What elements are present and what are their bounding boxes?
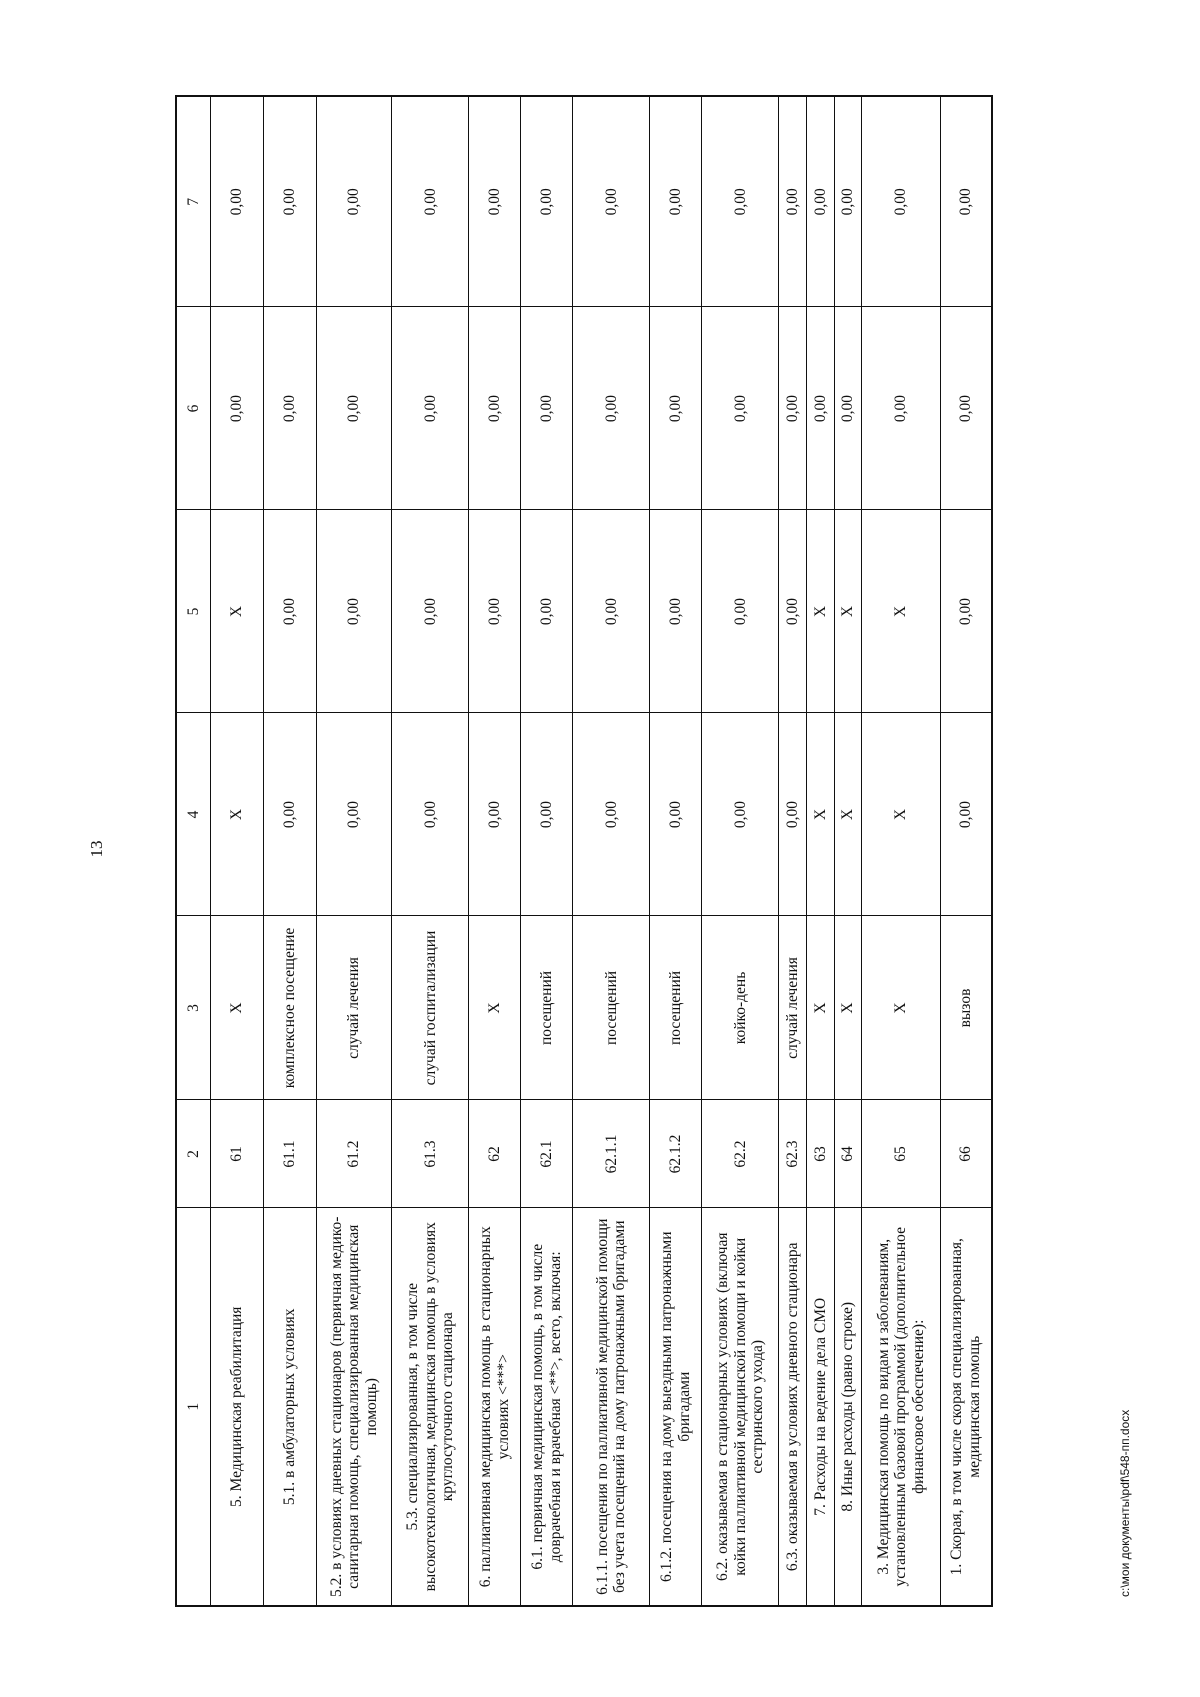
table-cell: 0,00	[573, 307, 650, 510]
table-cell: 61	[211, 1100, 264, 1208]
table-cell: 0,00	[862, 96, 940, 307]
table-row	[834, 96, 862, 1606]
table-cell: 0,00	[940, 307, 992, 510]
table-cell: 0,00	[211, 96, 264, 307]
file-path-footer: c:\мои документы\pdf\548-пп.docx	[1118, 1409, 1132, 1597]
table-cell: X	[211, 510, 264, 713]
table-cell: 61.2	[317, 1100, 392, 1208]
table-cell: 5.3. специализированная, в том числе высокотехнологичная, медицинская помощь в условиях круглосуточного стационара	[392, 1208, 469, 1606]
table-cell: 62.1	[521, 1100, 573, 1208]
table-cell: 0,00	[779, 307, 807, 510]
table-cell: 0,00	[940, 510, 992, 713]
table-cell: 0,00	[521, 713, 573, 916]
table-row	[392, 96, 469, 1606]
table-row	[779, 96, 807, 1606]
table-cell: 0,00	[573, 96, 650, 307]
table-row	[211, 96, 264, 1606]
table-cell: 62.2	[702, 1100, 779, 1208]
table-cell: 0,00	[392, 307, 469, 510]
header-cell: 7	[176, 96, 211, 307]
table-cell: X	[834, 916, 862, 1100]
table-cell: 0,00	[317, 510, 392, 713]
table-cell: 0,00	[650, 713, 702, 916]
header-cell: 3	[176, 916, 211, 1100]
table-cell: вызов	[940, 916, 992, 1100]
table-cell: комплексное посещение	[264, 916, 317, 1100]
data-table	[175, 95, 993, 1607]
table-cell: случай лечения	[317, 916, 392, 1100]
table-cell: 0,00	[779, 96, 807, 307]
table-cell: 0,00	[264, 96, 317, 307]
table-row	[317, 96, 392, 1606]
table-cell: 0,00	[521, 96, 573, 307]
header-cell: 2	[176, 1100, 211, 1208]
table-cell: 64	[834, 1100, 862, 1208]
table-cell: 0,00	[392, 96, 469, 307]
table-cell: 62.1.1	[573, 1100, 650, 1208]
table-cell: 6. паллиативная медицинская помощь в стационарных условиях <***>	[469, 1208, 521, 1606]
table-cell: 1. Скорая, в том числе скорая специализированная, медицинская помощь	[940, 1208, 992, 1606]
table-cell: 0,00	[521, 510, 573, 713]
header-cell: 4	[176, 713, 211, 916]
table-cell: посещений	[650, 916, 702, 1100]
table-cell: X	[807, 713, 835, 916]
table-cell: 0,00	[779, 713, 807, 916]
table-cell: 0,00	[317, 713, 392, 916]
table-cell: койко-день	[702, 916, 779, 1100]
table-cell: 0,00	[264, 510, 317, 713]
table-cell: 0,00	[392, 510, 469, 713]
table-cell: 63	[807, 1100, 835, 1208]
header-cell: 1	[176, 1208, 211, 1606]
table-row	[521, 96, 573, 1606]
header-cell: 6	[176, 307, 211, 510]
table-cell: 0,00	[317, 96, 392, 307]
table-cell: 0,00	[650, 510, 702, 713]
table-cell: 62	[469, 1100, 521, 1208]
table-cell: случай госпитализации	[392, 916, 469, 1100]
table-cell: 0,00	[807, 96, 835, 307]
table-cell: 7. Расходы на ведение дела СМО	[807, 1208, 835, 1606]
table-cell: X	[469, 916, 521, 1100]
table-cell: 0,00	[469, 96, 521, 307]
table-cell: X	[211, 916, 264, 1100]
table-cell: 6.2. оказываемая в стационарных условиях (включая койки паллиативной медицинской помощи и койки сестринского ухода)	[702, 1208, 779, 1606]
table-cell: 0,00	[573, 510, 650, 713]
table-cell: 0,00	[807, 307, 835, 510]
table-cell: 0,00	[650, 96, 702, 307]
table-cell: 62.1.2	[650, 1100, 702, 1208]
table-cell: 0,00	[702, 307, 779, 510]
table-cell: 0,00	[650, 307, 702, 510]
table-cell: 0,00	[834, 307, 862, 510]
table-cell: X	[862, 916, 940, 1100]
table-cell: 5. Медицинская реабилитация	[211, 1208, 264, 1606]
table-cell: 6.1. первичная медицинская помощь, в том числе доврачебная и врачебная <**>, всего, включая:	[521, 1208, 573, 1606]
table-cell: 0,00	[317, 307, 392, 510]
table-cell: 0,00	[779, 510, 807, 713]
table-cell: 61.1	[264, 1100, 317, 1208]
table-cell: 0,00	[211, 307, 264, 510]
table-cell: 0,00	[862, 307, 940, 510]
data-table-rotated	[175, 97, 993, 1607]
table-cell: 0,00	[573, 713, 650, 916]
table-cell: 0,00	[940, 713, 992, 916]
table-cell: 0,00	[521, 307, 573, 510]
table-cell: 8. Иные расходы (равно строке)	[834, 1208, 862, 1606]
table-row	[573, 96, 650, 1606]
table-cell: 65	[862, 1100, 940, 1208]
table-row	[702, 96, 779, 1606]
header-cell: 5	[176, 510, 211, 713]
table-cell: X	[834, 510, 862, 713]
table-cell: X	[211, 713, 264, 916]
table-cell: 5.2. в условиях дневных стационаров (первичная медико-санитарная помощь, специализированная медицинская помощь)	[317, 1208, 392, 1606]
table-cell: случай лечения	[779, 916, 807, 1100]
table-row	[469, 96, 521, 1606]
table-cell: 3. Медицинская помощь по видам и заболеваниям, установленным базовой программой (дополнительное финансовое обеспечение):	[862, 1208, 940, 1606]
table-cell: 0,00	[940, 96, 992, 307]
table-cell: посещений	[521, 916, 573, 1100]
table-cell: 0,00	[392, 713, 469, 916]
table-cell: 0,00	[264, 713, 317, 916]
table-cell: 66	[940, 1100, 992, 1208]
table-cell: 0,00	[834, 96, 862, 307]
table-row	[940, 96, 992, 1606]
table-cell: X	[862, 510, 940, 713]
page-number: 13	[87, 840, 106, 858]
table-cell: 0,00	[702, 96, 779, 307]
table-cell: 6.1.1. посещения по паллиативной медицинской помощи без учета посещений на дому патронажными бригадами	[573, 1208, 650, 1606]
table-cell: 0,00	[469, 510, 521, 713]
table-cell: 0,00	[469, 713, 521, 916]
table-row	[650, 96, 702, 1606]
table-cell: 0,00	[702, 713, 779, 916]
table-cell: X	[807, 916, 835, 1100]
table-cell: 62.3	[779, 1100, 807, 1208]
table-cell: X	[834, 713, 862, 916]
table-row	[264, 96, 317, 1606]
table-cell: посещений	[573, 916, 650, 1100]
table-cell: X	[807, 510, 835, 713]
table-row	[862, 96, 940, 1606]
table-row	[807, 96, 835, 1606]
table-cell: 0,00	[702, 510, 779, 713]
table-cell: 6.1.2. посещения на дому выездными патронажными бригадами	[650, 1208, 702, 1606]
table-header-row	[176, 96, 211, 1606]
table-cell: 6.3. оказываемая в условиях дневного стационара	[779, 1208, 807, 1606]
table-cell: 0,00	[469, 307, 521, 510]
table-cell: 0,00	[264, 307, 317, 510]
table-cell: 5.1. в амбулаторных условиях	[264, 1208, 317, 1606]
table-cell: X	[862, 713, 940, 916]
table-cell: 61.3	[392, 1100, 469, 1208]
